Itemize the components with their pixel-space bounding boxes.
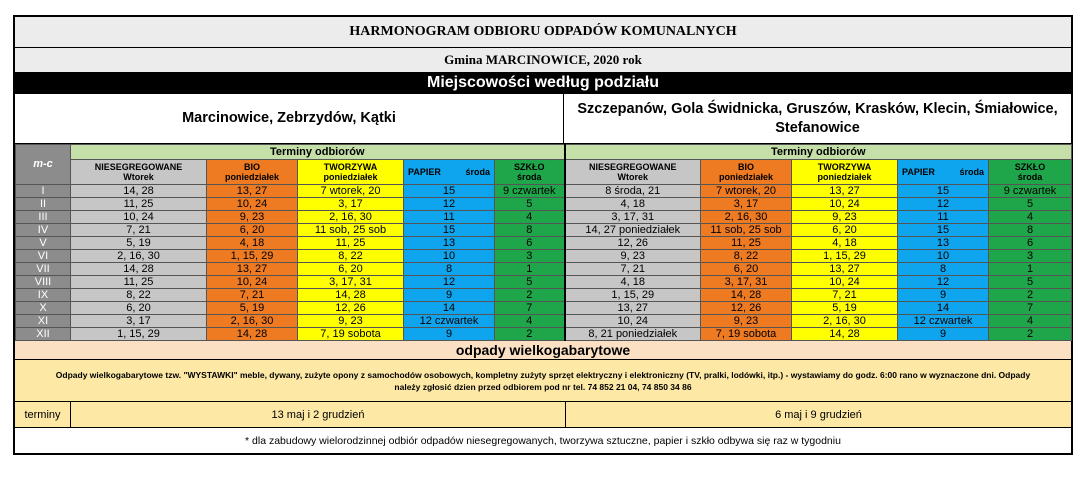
cell-glass-left: 4 (495, 211, 565, 224)
area-right-name: Szczepanów, Gola Świdnicka, Gruszów, Krasków, Klecin, Śmiałowice, Stefanowice (577, 100, 1058, 136)
cell-mixed-left: 11, 25 (71, 276, 207, 289)
header-plastic-left: TWORZYWA poniedziałek (298, 160, 404, 185)
month-cell: X (16, 302, 71, 315)
cell-mixed-right: 8, 21 poniedziałek (565, 328, 701, 341)
cell-bio-right: 3, 17, 31 (701, 276, 792, 289)
table-row (16, 250, 1072, 263)
cell-glass-right: 4 (989, 211, 1072, 224)
cell-bio-left: 7, 21 (207, 289, 298, 302)
division-header: Miejscowości według podziału (15, 73, 1071, 94)
schedule-sheet (13, 15, 1073, 455)
bulky-waste-header: odpady wielkogabarytowe (15, 341, 1071, 360)
cell-paper-right: 13 (898, 237, 989, 250)
cell-paper-right: 12 (898, 276, 989, 289)
cell-glass-left: 4 (495, 315, 565, 328)
cell-glass-left: 6 (495, 237, 565, 250)
cell-glass-right: 2 (989, 289, 1072, 302)
cell-mixed-left: 14, 28 (71, 263, 207, 276)
cell-bio-right: 11 sob, 25 sob (701, 224, 792, 237)
cell-mixed-right: 14, 27 poniedziałek (565, 224, 701, 237)
cell-paper-right: 9 (898, 289, 989, 302)
bulky-terms-row (15, 402, 1071, 428)
cell-glass-right: 9 czwartek (989, 185, 1072, 198)
table-row (16, 328, 1072, 341)
cell-glass-right: 8 (989, 224, 1072, 237)
header-plastic-right: TWORZYWA poniedziałek (792, 160, 898, 185)
cell-glass-right: 3 (989, 250, 1072, 263)
cell-plastic-left: 3, 17 (298, 198, 404, 211)
cell-paper-right: 12 czwartek (898, 315, 989, 328)
bulky-waste-note: Odpady wielkogabarytowe tzw. "WYSTAWKI" meble, dywany, zużyte opony z samochodów osobowych, kompletny zużyty sprzęt elektryczny i elektroniczny (TV, pralki, lodówki, itp.) - wystawiamy do godz. 6:00 rano w wyznaczone dni. Odpady należy zgłosić dzien przed odbiorem pod nr tel. 74 852 21 04, 74 850 34 86 (15, 360, 1071, 402)
cell-mixed-left: 6, 20 (71, 302, 207, 315)
cell-mixed-right: 8 środa, 21 (565, 185, 701, 198)
document-subtitle: Gmina MARCINOWICE, 2020 rok (15, 48, 1071, 73)
month-cell: IX (16, 289, 71, 302)
cell-mixed-left: 10, 24 (71, 211, 207, 224)
cell-bio-right: 7 wtorek, 20 (701, 185, 792, 198)
cell-plastic-left: 6, 20 (298, 263, 404, 276)
cell-glass-left: 9 czwartek (495, 185, 565, 198)
cell-mixed-right: 9, 23 (565, 250, 701, 263)
cell-mixed-right: 10, 24 (565, 315, 701, 328)
cell-plastic-right: 7, 21 (792, 289, 898, 302)
cell-plastic-left: 7, 19 sobota (298, 328, 404, 341)
document-title: HARMONOGRAM ODBIORU ODPADÓW KOMUNALNYCH (15, 17, 1071, 48)
terms-right-dates: 6 maj i 9 grudzień (775, 408, 862, 421)
cell-paper-left: 9 (404, 289, 495, 302)
cell-glass-left: 7 (495, 302, 565, 315)
cell-mixed-left: 14, 28 (71, 185, 207, 198)
header-bio-left: BIO poniedziałek (207, 160, 298, 185)
cell-paper-right: 15 (898, 185, 989, 198)
cell-plastic-right: 9, 23 (792, 211, 898, 224)
cell-plastic-right: 13, 27 (792, 263, 898, 276)
cell-bio-right: 8, 22 (701, 250, 792, 263)
cell-glass-right: 6 (989, 237, 1072, 250)
terms-left-dates: 13 maj i 2 grudzień (71, 402, 566, 427)
header-glass-left: SZKŁO środa (495, 160, 565, 185)
cell-plastic-right: 4, 18 (792, 237, 898, 250)
cell-plastic-right: 5, 19 (792, 302, 898, 315)
month-cell: IV (16, 224, 71, 237)
cell-bio-right: 11, 25 (701, 237, 792, 250)
schedule-table (15, 144, 1072, 341)
cell-bio-left: 5, 19 (207, 302, 298, 315)
cell-bio-left: 2, 16, 30 (207, 315, 298, 328)
cell-bio-right: 2, 16, 30 (701, 211, 792, 224)
month-cell: I (16, 185, 71, 198)
cell-plastic-left: 11, 25 (298, 237, 404, 250)
cell-plastic-right: 1, 15, 29 (792, 250, 898, 263)
cell-paper-left: 13 (404, 237, 495, 250)
cell-glass-right: 2 (989, 328, 1072, 341)
cell-glass-right: 5 (989, 198, 1072, 211)
cell-bio-left: 6, 20 (207, 224, 298, 237)
header-bio-right: BIO poniedziałek (701, 160, 792, 185)
cell-plastic-right: 13, 27 (792, 185, 898, 198)
cell-plastic-right: 14, 28 (792, 328, 898, 341)
cell-paper-left: 15 (404, 224, 495, 237)
cell-paper-left: 10 (404, 250, 495, 263)
cell-paper-right: 15 (898, 224, 989, 237)
month-cell: VIII (16, 276, 71, 289)
cell-bio-right: 9, 23 (701, 315, 792, 328)
cell-paper-left: 12 czwartek (404, 315, 495, 328)
group-header-right: Terminy odbiorów (565, 145, 1072, 160)
cell-glass-left: 3 (495, 250, 565, 263)
header-mixed-right: NIESEGREGOWANE Wtorek (565, 160, 701, 185)
cell-mixed-left: 7, 21 (71, 224, 207, 237)
footnote: * dla zabudowy wielorodzinnej odbiór odpadów niesegregowanych, tworzywa sztuczne, papier i szkło odbywa się raz w tygodniu (245, 434, 841, 447)
cell-bio-right: 6, 20 (701, 263, 792, 276)
cell-bio-left: 1, 15, 29 (207, 250, 298, 263)
area-left-name: Marcinowice, Zebrzydów, Kątki (15, 94, 564, 143)
cell-glass-left: 2 (495, 328, 565, 341)
cell-paper-right: 14 (898, 302, 989, 315)
cell-paper-left: 15 (404, 185, 495, 198)
cell-mixed-right: 7, 21 (565, 263, 701, 276)
cell-mixed-right: 3, 17, 31 (565, 211, 701, 224)
month-cell: VII (16, 263, 71, 276)
cell-mixed-right: 4, 18 (565, 276, 701, 289)
month-cell: VI (16, 250, 71, 263)
group-header-left: Terminy odbiorów (71, 145, 565, 160)
cell-bio-left: 9, 23 (207, 211, 298, 224)
cell-plastic-right: 2, 16, 30 (792, 315, 898, 328)
month-cell: XI (16, 315, 71, 328)
cell-glass-left: 5 (495, 198, 565, 211)
table-row (16, 276, 1072, 289)
cell-mixed-right: 13, 27 (565, 302, 701, 315)
cell-bio-left: 13, 27 (207, 185, 298, 198)
cell-plastic-left: 2, 16, 30 (298, 211, 404, 224)
cell-paper-right: 12 (898, 198, 989, 211)
cell-bio-left: 13, 27 (207, 263, 298, 276)
cell-plastic-right: 6, 20 (792, 224, 898, 237)
cell-mixed-left: 2, 16, 30 (71, 250, 207, 263)
cell-paper-left: 12 (404, 276, 495, 289)
cell-plastic-left: 7 wtorek, 20 (298, 185, 404, 198)
cell-mixed-left: 5, 19 (71, 237, 207, 250)
cell-plastic-left: 9, 23 (298, 315, 404, 328)
header-glass-right: SZKŁO środa (989, 160, 1072, 185)
cell-glass-left: 2 (495, 289, 565, 302)
table-row (16, 289, 1072, 302)
cell-mixed-right: 12, 26 (565, 237, 701, 250)
month-column-header: m-c (16, 145, 71, 185)
cell-plastic-left: 12, 26 (298, 302, 404, 315)
cell-mixed-left: 11, 25 (71, 198, 207, 211)
header-paper-left: PAPIER środa (404, 160, 495, 185)
cell-plastic-left: 14, 28 (298, 289, 404, 302)
header-paper-right: PAPIER środa (898, 160, 989, 185)
cell-paper-right: 9 (898, 328, 989, 341)
cell-plastic-right: 10, 24 (792, 276, 898, 289)
table-row (16, 198, 1072, 211)
table-row (16, 224, 1072, 237)
table-row (16, 315, 1072, 328)
table-row (16, 263, 1072, 276)
column-header-row (16, 160, 1072, 185)
cell-mixed-right: 1, 15, 29 (565, 289, 701, 302)
cell-mixed-left: 1, 15, 29 (71, 328, 207, 341)
cell-glass-left: 8 (495, 224, 565, 237)
cell-glass-left: 5 (495, 276, 565, 289)
month-cell: III (16, 211, 71, 224)
table-row (16, 185, 1072, 198)
cell-plastic-right: 10, 24 (792, 198, 898, 211)
areas-row (15, 94, 1071, 144)
header-mixed-left: NIESEGREGOWANE Wtorek (71, 160, 207, 185)
cell-bio-left: 10, 24 (207, 198, 298, 211)
cell-bio-right: 12, 26 (701, 302, 792, 315)
cell-bio-right: 3, 17 (701, 198, 792, 211)
cell-mixed-right: 4, 18 (565, 198, 701, 211)
cell-bio-right: 7, 19 sobota (701, 328, 792, 341)
cell-paper-left: 9 (404, 328, 495, 341)
cell-glass-right: 7 (989, 302, 1072, 315)
table-row (16, 211, 1072, 224)
cell-paper-left: 8 (404, 263, 495, 276)
cell-paper-left: 14 (404, 302, 495, 315)
cell-bio-left: 10, 24 (207, 276, 298, 289)
cell-plastic-left: 3, 17, 31 (298, 276, 404, 289)
terms-label: terminy (15, 402, 71, 427)
cell-bio-left: 14, 28 (207, 328, 298, 341)
month-cell: II (16, 198, 71, 211)
cell-paper-right: 10 (898, 250, 989, 263)
cell-paper-right: 11 (898, 211, 989, 224)
cell-paper-left: 11 (404, 211, 495, 224)
cell-glass-right: 4 (989, 315, 1072, 328)
cell-mixed-left: 3, 17 (71, 315, 207, 328)
cell-glass-left: 1 (495, 263, 565, 276)
cell-plastic-left: 11 sob, 25 sob (298, 224, 404, 237)
cell-paper-left: 12 (404, 198, 495, 211)
month-cell: XII (16, 328, 71, 341)
cell-glass-right: 5 (989, 276, 1072, 289)
cell-bio-left: 4, 18 (207, 237, 298, 250)
table-row (16, 237, 1072, 250)
cell-glass-right: 1 (989, 263, 1072, 276)
month-cell: V (16, 237, 71, 250)
cell-paper-right: 8 (898, 263, 989, 276)
cell-mixed-left: 8, 22 (71, 289, 207, 302)
cell-bio-right: 14, 28 (701, 289, 792, 302)
cell-plastic-left: 8, 22 (298, 250, 404, 263)
table-row (16, 302, 1072, 315)
